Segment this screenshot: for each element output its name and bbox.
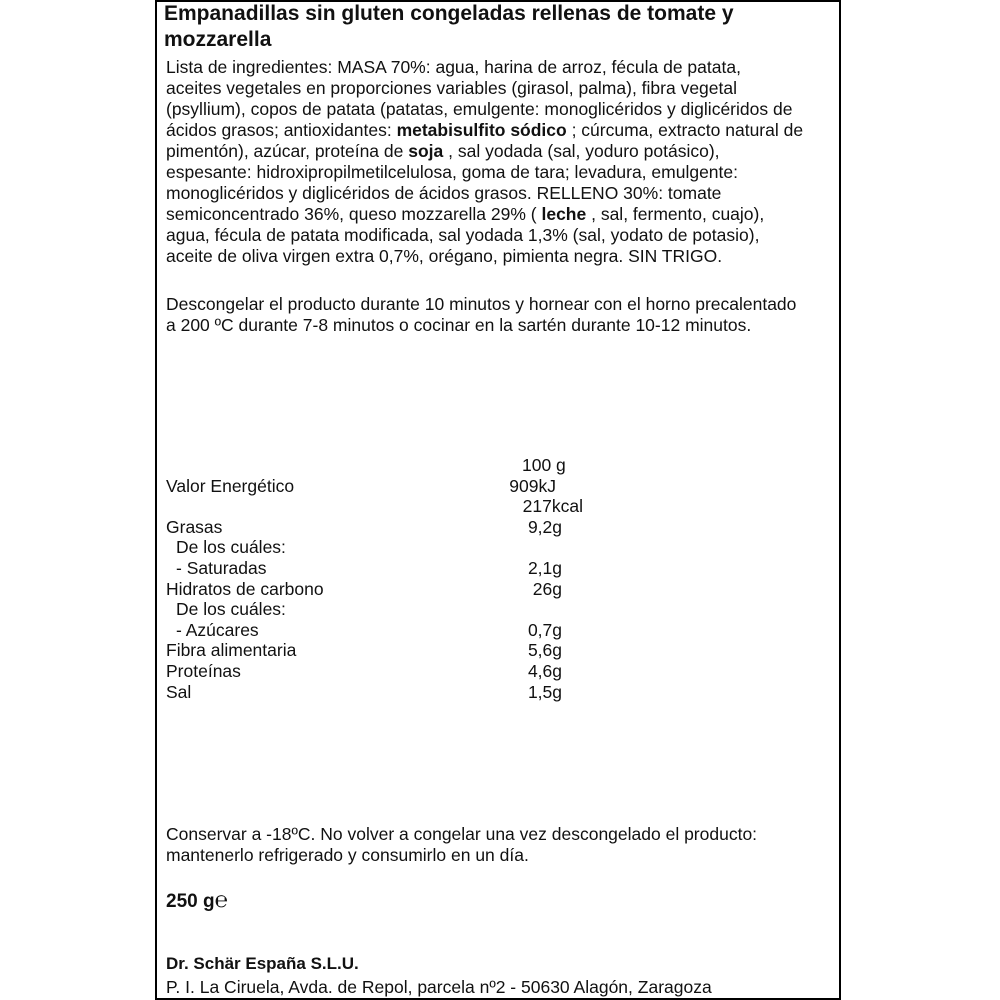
ingredients-line: aceite de oliva virgen extra 0,7%, orégano, pimienta negra. SIN TRIGO.	[166, 246, 723, 266]
allergen-sulphites: metabisulfito sódico	[396, 120, 567, 140]
allergen-milk: leche	[541, 204, 587, 224]
fat-label: Grasas	[166, 516, 223, 537]
carbs-label: Hidratos de carbono	[166, 578, 324, 599]
title-line-1: Empanadillas sin gluten congeladas rellenas de tomate y	[164, 2, 734, 25]
saturated-value: 2,1g	[527, 557, 562, 578]
storage-instructions	[166, 824, 757, 866]
nutrition-row-fat	[166, 517, 586, 538]
sugars-label: - Azúcares	[176, 619, 259, 640]
nutrition-row-of-which	[166, 599, 586, 620]
nutrition-row-protein	[166, 661, 586, 682]
ingredients-line	[166, 141, 803, 162]
ingredients-line: (psyllium), copos de patata (patatas, emulgente: monoglicéridos y diglicéridos de	[166, 99, 793, 119]
nutrition-table	[166, 455, 586, 702]
nutrition-row-fibre	[166, 640, 586, 661]
manufacturer-address: P. I. La Ciruela, Avda. de Repol, parcela nº2 - 50630 Alagón, Zaragoza	[166, 977, 712, 997]
preparation-instructions	[166, 294, 796, 336]
fat-value: 9,2g	[527, 516, 562, 537]
allergen-soy: soja	[408, 141, 444, 161]
protein-value: 4,6g	[527, 660, 562, 681]
ingredients-line: monoglicéridos y diglicéridos de ácidos grasos. RELLENO 30%: tomate	[166, 183, 722, 203]
energy-kj-value: 909kJ	[509, 475, 556, 496]
ingredients-list	[166, 57, 803, 267]
nutrition-row-energy-kcal	[166, 496, 586, 517]
saturated-label: - Saturadas	[176, 557, 267, 578]
storage-line: mantenerlo refrigerado y consumirlo en un día.	[166, 845, 529, 865]
per-100g-header: 100 g	[522, 455, 566, 475]
ingredients-line: agua, fécula de patata modificada, sal yodada 1,3% (sal, yodato de potasio),	[166, 225, 760, 245]
protein-label: Proteínas	[166, 660, 241, 681]
instructions-line: a 200 ºC durante 7-8 minutos o cocinar en la sartén durante 10-12 minutos.	[166, 315, 752, 335]
salt-value: 1,5g	[527, 681, 562, 702]
nutrition-row-carbs	[166, 579, 586, 600]
fibre-value: 5,6g	[527, 640, 562, 661]
ingredients-line: espesante: hidroxipropilmetilcelulosa, goma de tara; levadura, emulgente:	[166, 162, 738, 182]
ingredients-text: semiconcentrado 36%, queso mozzarella 29% (	[166, 204, 542, 224]
nutrition-row-sugars	[166, 620, 586, 641]
ingredients-line: aceites vegetales en proporciones variables (girasol, palma), fibra vegetal	[166, 78, 737, 98]
carbs-value: 26g	[532, 578, 562, 599]
ingredients-text: ácidos grasos; antioxidantes:	[166, 120, 397, 140]
manufacturer-name: Dr. Schär España S.L.U.	[166, 954, 359, 973]
ingredients-text: , sal yodada (sal, yoduro potásico),	[443, 141, 720, 161]
energy-kcal-value: 217kcal	[522, 496, 583, 517]
nutrition-row-energy	[166, 476, 586, 497]
storage-line: Conservar a -18ºC. No volver a congelar una vez descongelado el producto:	[166, 824, 758, 844]
ingredients-text: , sal, fermento, cuajo),	[586, 204, 765, 224]
ingredients-line	[166, 204, 803, 225]
nutrition-row-salt	[166, 682, 586, 703]
sugars-value: 0,7g	[527, 619, 562, 640]
nutrition-row-of-which	[166, 537, 586, 558]
ingredients-text: pimentón), azúcar, proteína de	[166, 141, 409, 161]
salt-label: Sal	[166, 681, 192, 702]
estimated-sign-icon: ℮	[214, 887, 228, 912]
fibre-label: Fibra alimentaria	[166, 640, 297, 661]
instructions-line: Descongelar el producto durante 10 minutos y hornear con el horno precalentado	[166, 294, 797, 314]
title-line-2: mozzarella	[164, 28, 272, 51]
ingredients-line	[166, 120, 803, 141]
product-title	[164, 1, 734, 53]
of-which-label: De los cuáles:	[176, 537, 286, 558]
net-weight	[166, 888, 228, 914]
net-weight-value: 250 g	[166, 891, 215, 912]
nutrition-header-row	[166, 455, 586, 476]
ingredients-text: ; cúrcuma, extracto natural de	[566, 120, 804, 140]
of-which-label: De los cuáles:	[176, 599, 286, 620]
energy-label: Valor Energético	[166, 475, 295, 496]
nutrition-row-saturated	[166, 558, 586, 579]
ingredients-line: Lista de ingredientes: MASA 70%: agua, harina de arroz, fécula de patata,	[166, 57, 741, 77]
